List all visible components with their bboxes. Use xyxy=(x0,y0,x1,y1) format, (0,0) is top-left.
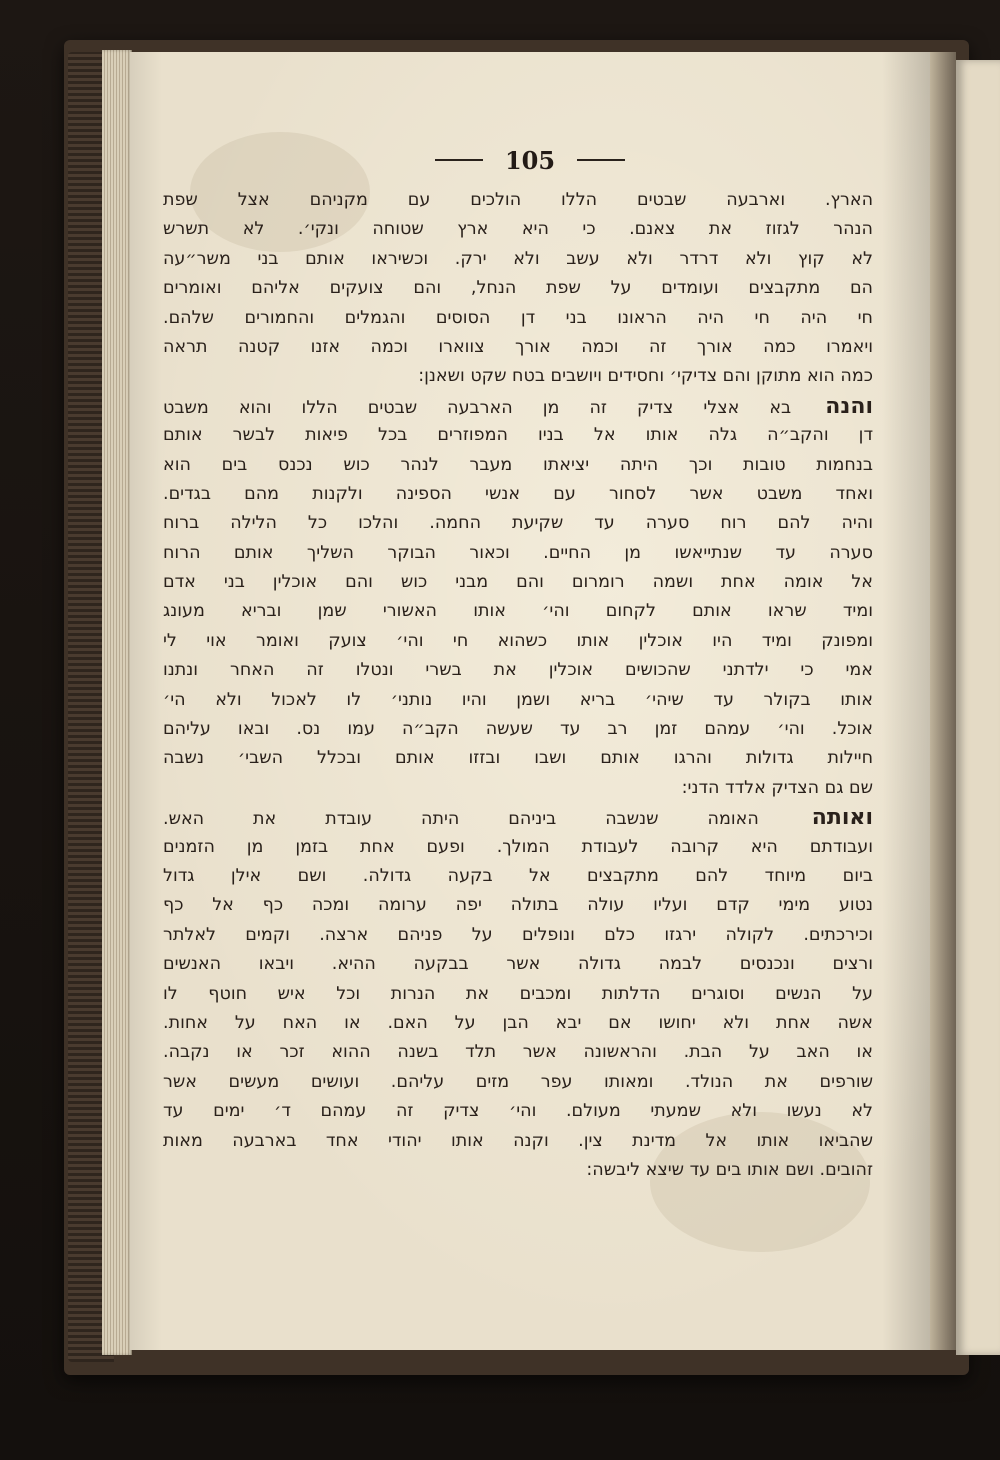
text-line xyxy=(163,362,873,391)
line-text: ומיד שראו אותם לקחום והי׳ אותו האשורי שמן ובריא מעונג xyxy=(163,601,873,622)
text-line xyxy=(163,950,873,979)
text-line xyxy=(163,715,873,744)
text-line xyxy=(163,686,873,715)
line-text: ורצים ונכנסים לבמה גדולה אשר בבקעה ההיא. ויבאו האנשים xyxy=(163,954,873,975)
line-text: הם מתקבצים ועומדים על שפת הנחל, והם צועקים אליהם ואומרים xyxy=(163,278,873,299)
line-text: כמה הוא מתוקן והם צדיקי׳ וחסידים ויושבים בטח שקט ושאנן: xyxy=(418,366,873,387)
line-text: הנהר לגזוז את צאנם. כי היא ארץ שטוחה ונקי׳. לא תשרש xyxy=(163,219,873,240)
text-line xyxy=(163,1156,873,1185)
text-line xyxy=(163,392,873,421)
header-rule xyxy=(435,159,483,161)
line-text: סערה עד שנתייאשו מן החיים. וכאור הבוקר השליך אותם הרוח xyxy=(163,542,873,563)
line-text: ויאמרו כמה אורך זה וכמה אורך צווארו וכמה אזנו קטנה תראה xyxy=(163,336,873,357)
header-rule xyxy=(577,159,625,161)
text-line xyxy=(163,333,873,362)
line-text: אל אומה אחת ושמה רומרום והם מבני כוש והם אוכלין בני אדם xyxy=(163,572,873,593)
page-header xyxy=(130,140,930,180)
page-number: 105 xyxy=(504,145,556,175)
facing-page xyxy=(956,60,1000,1355)
line-text: לא נעשו ולא שמעתי מעולם. והי׳ צדיק זה עמהם ד׳ ימים עד xyxy=(163,1101,873,1122)
line-text: לא קוץ ולא דרדר ולא עשב ולא ירק. וכשיראו אותם בני משר״עה xyxy=(163,248,873,269)
line-text: אמי כי ילדתני שהכושים אוכלין את בשרי ונטלו זה האחר ונתנו xyxy=(163,660,873,681)
line-text: ומפונק ומיד היו אוכלין אותו כשהוא חי והי׳ צועק ואומר אוי לי xyxy=(163,630,873,651)
line-text: האומה שנשבה ביניהם היתה עובדת את האש. xyxy=(163,809,759,830)
text-line xyxy=(163,1127,873,1156)
text-line xyxy=(163,509,873,538)
line-text: בנחמות טובות וכך היתה יציאתו מעבר לנהר כוש נכנס בים הוא xyxy=(163,454,873,475)
text-line xyxy=(163,1068,873,1097)
line-text: ועבודתם היא קרובה לעבודת המולך. ופעם אחת בזמן מן הזמנים xyxy=(163,836,873,857)
line-text: זהובים. ושם אותו בים עד שיצא ליבשה: xyxy=(586,1159,873,1180)
line-text: דן והקב״ה גלה אותו אל בניו המפוזרים בכל פיאות לבשר אותם xyxy=(163,425,873,446)
text-line xyxy=(163,304,873,333)
text-line xyxy=(163,451,873,480)
text-line xyxy=(163,1038,873,1067)
line-text: נטוע מימי קדם ועליו עולה בתולה יפה ערומה ומכה כף אל כף xyxy=(163,895,873,916)
text-line xyxy=(163,656,873,685)
paragraph xyxy=(163,186,873,392)
text-line xyxy=(163,921,873,950)
line-text: אשה אחת ולא יחושו אם יבא הבן על האם. או האח על אחות. xyxy=(163,1012,873,1033)
paragraph xyxy=(163,392,873,803)
text-line xyxy=(163,245,873,274)
text-line xyxy=(163,744,873,773)
line-text: שהביאו אותו אל מדינת צין. וקנה אותו יהודי אחד בארבעה מאות xyxy=(163,1130,873,1151)
line-text: והיה להם רוח סערה עד שקיעת החמה. והלכו כל הלילה ברוח xyxy=(163,513,873,534)
line-text: שורפים את הנולד. ומאותו עפר מזים עליהם. ועושים מעשים אשר xyxy=(163,1071,873,1092)
text-line xyxy=(163,1097,873,1126)
paragraph xyxy=(163,803,873,1185)
line-text: על הנשים וסוגרים הדלתות ומכבים את הנרות וכל איש חוטף לו xyxy=(163,983,873,1004)
book-gutter xyxy=(930,52,956,1350)
text-line xyxy=(163,774,873,803)
text-line xyxy=(163,891,873,920)
text-line xyxy=(163,597,873,626)
text-line xyxy=(163,215,873,244)
line-text: ואחד משבט אשר לסחור עם אנשי הספינה ולקנות מהם בגדים. xyxy=(163,483,873,504)
line-text: חי היה חי היה הראונו בני דן הסוסים והגמלים והחמורים שלהם. xyxy=(163,307,873,328)
line-text: או האב על הבת. והראשונה אשר תלד בשנה ההוא זכר או נקבה. xyxy=(163,1042,873,1063)
line-text: וכירכתים. לקולה ירגזו כלם ונופלים על פניהם ארצה. וקמים לאלתר xyxy=(163,924,873,945)
text-line xyxy=(163,862,873,891)
line-text: חיילות גדולות והרגו אותם ושבו ובזזו אותם ובכלל השבי׳ נשבה xyxy=(163,748,873,769)
text-line xyxy=(163,539,873,568)
paragraph-lead-word: והנה xyxy=(825,393,873,419)
text-line xyxy=(163,274,873,303)
line-text: הארץ. וארבעה שבטים הללו הולכים עם מקניהם אצל שפת xyxy=(163,190,873,210)
line-text: אותו בקולר עד שיהי׳ בריא ושמן והיו נותני׳ לו לאכול ולא הי׳ xyxy=(163,689,873,710)
page-edges xyxy=(102,50,132,1355)
line-text: ביום מיוחד להם מתקבצים אל בקעה גדולה. ושם אילן גדול xyxy=(163,865,873,886)
text-line xyxy=(163,421,873,450)
text-line xyxy=(163,1009,873,1038)
text-line xyxy=(163,568,873,597)
line-text: בא אצלי צדיק זה מן הארבעה שבטים הללו והוא משבט xyxy=(163,397,792,418)
text-line xyxy=(163,186,873,215)
text-line xyxy=(163,803,873,832)
text-line xyxy=(163,833,873,862)
text-line xyxy=(163,627,873,656)
paragraph-lead-word: ואותה xyxy=(811,805,873,831)
page-body-text xyxy=(163,186,873,1185)
line-text: אוכל. והי׳ עמהם זמן רב עד שעשה הקב״ה עמו נס. ובאו עליהם xyxy=(163,719,873,740)
text-line xyxy=(163,980,873,1009)
line-text: שם גם הצדיק אלדד הדני: xyxy=(681,777,873,798)
text-line xyxy=(163,480,873,509)
